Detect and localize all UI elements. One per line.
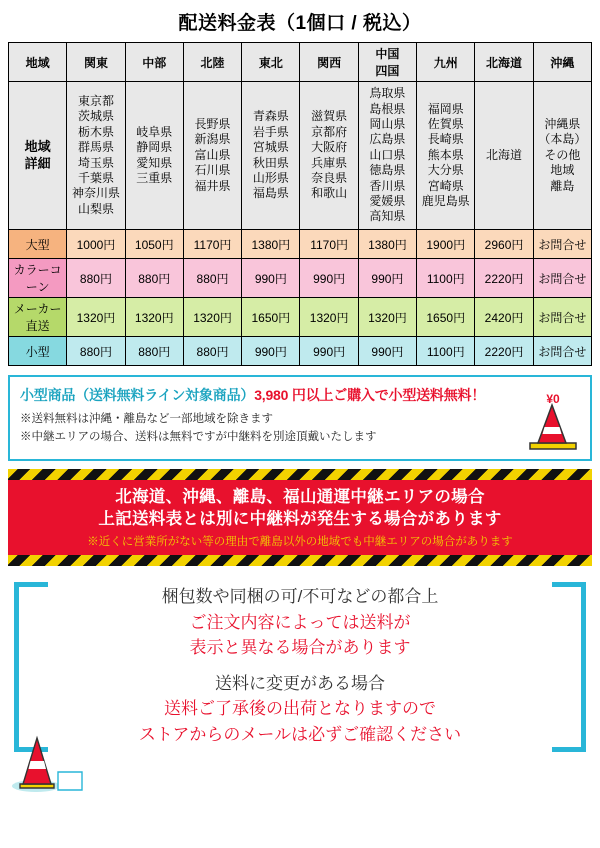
price-cone-kyushu: 1100円: [417, 259, 475, 298]
price-large-hokkaido: 2960円: [475, 230, 533, 259]
stripe-bottom: [8, 555, 592, 566]
price-small-kanto: 880円: [67, 337, 125, 366]
bracket-right: [552, 582, 586, 752]
bottom-line-5: 送料ご了承後の出荷となりますので: [164, 699, 436, 719]
bottom-line-1: 梱包数や同梱の可/不可などの都合上: [161, 587, 439, 607]
shipping-change-text: [62, 584, 538, 747]
price-maker-okinawa: お問合せ: [533, 298, 591, 337]
price-small-hokuriku: 880円: [183, 337, 241, 366]
detail-cell-okinawa: 沖縄県 （本島） その他 地域 離島: [533, 82, 591, 230]
table-row: [9, 298, 592, 337]
price-small-hokkaido: 2220円: [475, 337, 533, 366]
price-large-kansai: 1170円: [300, 230, 358, 259]
free-shipping-note-1: ※送料無料は沖縄・離島など一部地域を除きます: [20, 413, 273, 425]
price-maker-hokuriku: 1320円: [183, 298, 241, 337]
bottom-line-2: ご注文内容によっては送料が: [189, 612, 411, 632]
detail-cell-chugoku-shikoku: 鳥取県 島根県 岡山県 広島県 山口県 徳島県 香川県 愛媛県 高知県: [358, 82, 416, 230]
detail-cell-tohoku: 青森県 岩手県 宮城県 秋田県 山形県 福島県: [242, 82, 300, 230]
free-shipping-prefix: 小型商品（送料無料ライン対象商品）: [20, 387, 255, 403]
detail-cell-kyushu: 福岡県 佐賀県 長崎県 熊本県 大分県 宮崎県 鹿児島県: [417, 82, 475, 230]
table-row: [9, 259, 592, 298]
price-cone-okinawa: お問合せ: [533, 259, 591, 298]
bracket-left: [14, 582, 48, 752]
table-header-cell-6-line2: 四国: [375, 64, 400, 78]
free-shipping-note-2: ※中継エリアの場合、送料は無料ですが中継料を別途頂戴いたします: [20, 430, 377, 443]
bottom-line-3: 表示と異なる場合があります: [189, 638, 411, 658]
warning-line-3: ※近くに営業所がない等の理由で離島以外の地域でも中継エリアの場合があります: [87, 535, 513, 548]
price-maker-kyushu: 1650円: [417, 298, 475, 337]
price-cone-tohoku: 990円: [242, 259, 300, 298]
detail-cell-hokuriku: 長野県 新潟県 富山県 石川県 福井県: [183, 82, 241, 230]
bottom-line-6: ストアからのメールは必ずご確認ください: [138, 724, 462, 744]
free-shipping-highlight: 小型送料無料！: [388, 387, 486, 403]
row-label-maker-direct: メーカー直送: [9, 298, 67, 337]
table-row: [9, 230, 592, 259]
table-header-cell-2: 中部: [125, 43, 183, 82]
price-large-chugoku-shikoku: 1380円: [358, 230, 416, 259]
price-small-kyushu: 1100円: [417, 337, 475, 366]
detail-cell-kansai: 滋賀県 京都府 大阪府 兵庫県 奈良県 和歌山: [300, 82, 358, 230]
detail-cell-chubu: 岐阜県 静岡県 愛知県 三重県: [125, 82, 183, 230]
price-cone-hokkaido: 2220円: [475, 259, 533, 298]
row-label-small: 小型: [9, 337, 67, 366]
price-small-okinawa: お問合せ: [533, 337, 591, 366]
price-large-tohoku: 1380円: [242, 230, 300, 259]
price-large-hokuriku: 1170円: [183, 230, 241, 259]
price-maker-chubu: 1320円: [125, 298, 183, 337]
price-maker-hokkaido: 2420円: [475, 298, 533, 337]
price-maker-kanto: 1320円: [67, 298, 125, 337]
bottom-line-4: 送料に変更がある場合: [215, 673, 385, 693]
price-maker-tohoku: 1650円: [242, 298, 300, 337]
free-shipping-amount: 3,980 円以上ご購入で: [254, 387, 389, 403]
row-label-cone: カラーコーン: [9, 259, 67, 298]
table-header-cell-6-line1: 中国: [375, 47, 400, 61]
price-large-chubu: 1050円: [125, 230, 183, 259]
table-header-cell-4: 東北: [242, 43, 300, 82]
row-label-detail-line1: 地域: [24, 138, 51, 154]
row-label-large: 大型: [9, 230, 67, 259]
free-shipping-notice: [8, 375, 592, 461]
traffic-cone-icon: [10, 728, 84, 794]
table-detail-row: [9, 82, 592, 230]
detail-cell-kanto: 東京都 茨城県 栃木県 群馬県 埼玉県 千葉県 神奈川県 山梨県: [67, 82, 125, 230]
price-cone-chugoku-shikoku: 990円: [358, 259, 416, 298]
table-row: [9, 337, 592, 366]
price-cone-chubu: 880円: [125, 259, 183, 298]
price-cone-kansai: 990円: [300, 259, 358, 298]
table-header-cell-7: 九州: [417, 43, 475, 82]
price-large-okinawa: お問合せ: [533, 230, 591, 259]
warning-line-1: 北海道、沖縄、離島、福山通運中継エリアの場合: [115, 488, 485, 506]
table-header-cell-8: 北海道: [475, 43, 533, 82]
table-header-cell-1: 関東: [67, 43, 125, 82]
table-header-cell-3: 北陸: [183, 43, 241, 82]
row-label-detail: [9, 82, 67, 230]
price-large-kyushu: 1900円: [417, 230, 475, 259]
shipping-change-notice: [8, 582, 592, 792]
shipping-fee-table: [8, 42, 592, 366]
zero-yen-cone-badge-icon: [522, 391, 584, 457]
price-small-tohoku: 990円: [242, 337, 300, 366]
detail-cell-hokkaido: 北海道: [475, 82, 533, 230]
warning-line-2: 上記送料表とは別に中継料が発生する場合があります: [98, 510, 502, 529]
free-shipping-headline: [20, 385, 580, 405]
price-small-chubu: 880円: [125, 337, 183, 366]
price-cone-kanto: 880円: [67, 259, 125, 298]
table-header-cell-5: 関西: [300, 43, 358, 82]
table-header-cell-6: [358, 43, 416, 82]
stripe-top: [8, 469, 592, 480]
price-large-kanto: 1000円: [67, 230, 125, 259]
price-small-kansai: 990円: [300, 337, 358, 366]
price-maker-chugoku-shikoku: 1320円: [358, 298, 416, 337]
table-header-cell-0: 地域: [9, 43, 67, 82]
relay-fee-warning-body: [8, 469, 592, 566]
price-cone-hokuriku: 880円: [183, 259, 241, 298]
table-header-row: [9, 43, 592, 82]
page-title: 配送料金表（1個口 / 税込）: [178, 13, 422, 34]
relay-fee-warning: [0, 469, 600, 566]
table-header-cell-9: 沖縄: [533, 43, 591, 82]
row-label-detail-line2: 詳細: [24, 155, 51, 171]
price-small-chugoku-shikoku: 990円: [358, 337, 416, 366]
price-maker-kansai: 1320円: [300, 298, 358, 337]
svg-text:¥0: ¥0: [546, 392, 560, 406]
